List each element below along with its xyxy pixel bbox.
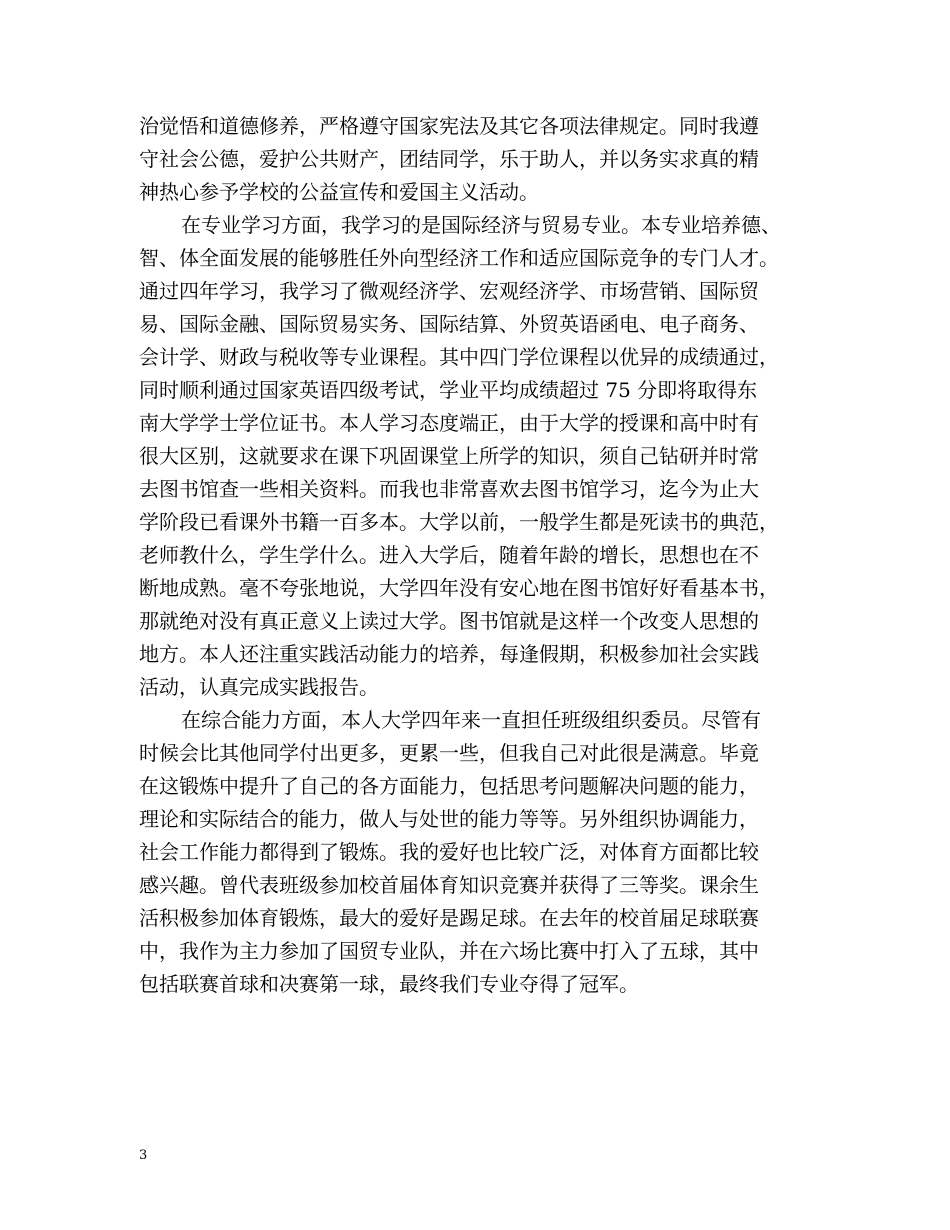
text-line: 包括联赛首球和决赛第一球，最终我们专业夺得了冠军。 bbox=[139, 972, 639, 996]
page-number: 3 bbox=[139, 1148, 148, 1163]
text-line: 时候会比其他同学付出更多，更累一些，但我自己对此很是满意。毕竟 bbox=[139, 741, 759, 765]
text-line: 学阶段已看课外书籍一百多本。大学以前，一般学生都是死读书的典范， bbox=[139, 510, 779, 534]
text-line: 治觉悟和道德修养，严格遵守国家宪法及其它各项法律规定。同时我遵 bbox=[139, 114, 759, 138]
text-line: 感兴趣。曾代表班级参加校首届体育知识竞赛并获得了三等奖。课余生 bbox=[139, 873, 759, 897]
text-line: 那就绝对没有真正意义上读过大学。图书馆就是这样一个改变人思想的 bbox=[139, 609, 759, 633]
body-text bbox=[139, 110, 819, 1001]
text-line: 理论和实际结合的能力，做人与处世的能力等等。另外组织协调能力， bbox=[139, 807, 759, 831]
text-line: 在这锻炼中提升了自己的各方面能力，包括思考问题解决问题的能力， bbox=[139, 774, 759, 798]
text-line: 去图书馆查一些相关资料。而我也非常喜欢去图书馆学习，迄今为止大 bbox=[139, 477, 759, 501]
text-line: 断地成熟。毫不夸张地说，大学四年没有安心地在图书馆好好看基本书， bbox=[139, 576, 779, 600]
text-line: 通过四年学习，我学习了微观经济学、宏观经济学、市场营销、国际贸 bbox=[139, 279, 759, 303]
text-line: 老师教什么，学生学什么。进入大学后，随着年龄的增长，思想也在不 bbox=[139, 543, 759, 567]
text-line: 会计学、财政与税收等专业课程。其中四门学位课程以优异的成绩通过， bbox=[139, 345, 779, 369]
text-line: 很大区别，这就要求在课下巩固课堂上所学的知识，须自己钻研并时常 bbox=[139, 444, 759, 468]
text-line: 守社会公德，爱护公共财产，团结同学，乐于助人，并以务实求真的精 bbox=[139, 147, 759, 171]
text-line: 活动，认真完成实践报告。 bbox=[139, 675, 379, 699]
text-line: 中，我作为主力参加了国贸专业队，并在六场比赛中打入了五球，其中 bbox=[139, 939, 759, 963]
text-line: 同时顺利通过国家英语四级考试，学业平均成绩超过 75 分即将取得东 bbox=[139, 378, 758, 402]
paragraph-start-line: 在专业学习方面，我学习的是国际经济与贸易专业。本专业培养德、 bbox=[181, 213, 781, 237]
text-line: 社会工作能力都得到了锻炼。我的爱好也比较广泛，对体育方面都比较 bbox=[139, 840, 759, 864]
text-line: 易、国际金融、国际贸易实务、国际结算、外贸英语函电、电子商务、 bbox=[139, 312, 759, 336]
paragraph-start-line: 在综合能力方面，本人大学四年来一直担任班级组织委员。尽管有 bbox=[181, 708, 761, 732]
text-line: 南大学学士学位证书。本人学习态度端正，由于大学的授课和高中时有 bbox=[139, 411, 759, 435]
text-line: 地方。本人还注重实践活动能力的培养，每逢假期，积极参加社会实践 bbox=[139, 642, 759, 666]
text-line: 活积极参加体育锻炼，最大的爱好是踢足球。在去年的校首届足球联赛 bbox=[139, 906, 759, 930]
text-line: 神热心参予学校的公益宣传和爱国主义活动。 bbox=[139, 180, 539, 204]
text-line: 智、体全面发展的能够胜任外向型经济工作和适应国际竞争的专门人才。 bbox=[139, 246, 779, 270]
